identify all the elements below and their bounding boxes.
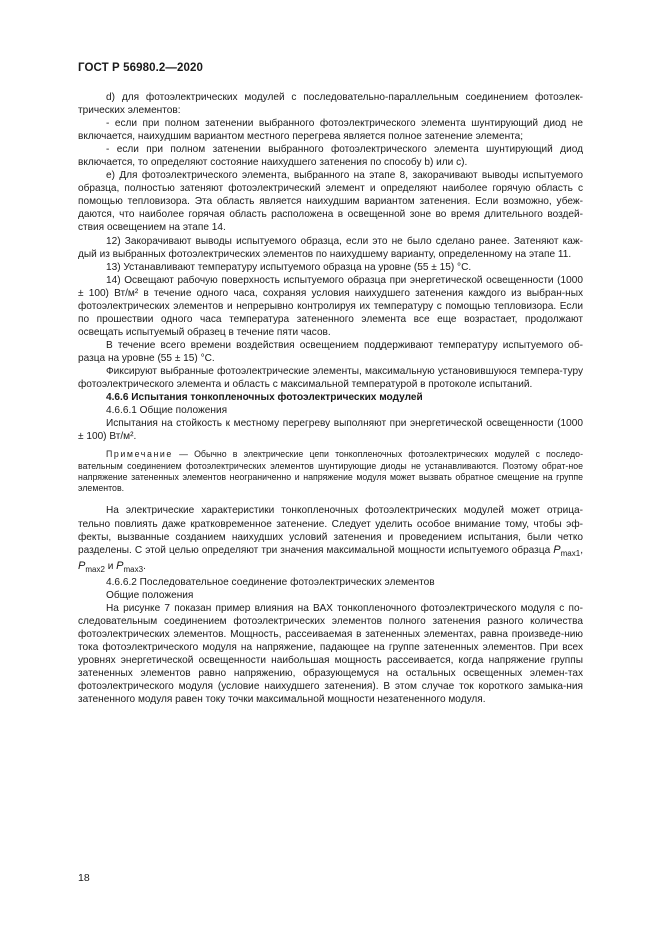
paragraph-test-conditions: Испытания на стойкость к местному перегреву выполняют при энергетической освещенности (1000 ± 100) Вт/м². <box>78 418 583 443</box>
paragraph-d-item-2: - если при полном затенении выбранного фотоэлектрического элемента шунтирующий диод включается, то определяют состояние наихудшего затенения по способу b) или c). <box>78 144 583 169</box>
page-number: 18 <box>78 872 90 884</box>
paragraph-d: d) для фотоэлектрических модулей c последовательно-параллельным соединением фотоэлек-трических элементов: <box>78 92 583 117</box>
paragraph-step-12: 12) Закорачивают выводы испытуемого образца, если это не было сделано ранее. Затеняют каж-дый из выбранных фотоэлектрических элементов по наихудшему варианту, определенному на этапе 11. <box>78 235 583 260</box>
paragraph-record: Фиксируют выбранные фотоэлектрические элементы, максимальную установившуюся темпера-туру фотоэлектрического элемента и область с максимальной температурой в протоколе испытаний. <box>78 365 583 391</box>
subsection-heading-4-6-6-2: 4.6.6.2 Последовательное соединение фотоэлектрических элементов <box>106 577 435 589</box>
paragraph-step-13: 13) Устанавливают температуру испытуемого образца на уровне (55 ± 15) °С. <box>106 261 472 273</box>
pmax2-symbol: $P_{max2}$ <box>78 559 105 575</box>
note <box>78 449 583 494</box>
subsection-heading-general: Общие положения <box>106 590 194 602</box>
paragraph-figure-7: На рисунке 7 показан пример влияния на ВАХ тонкопленочного фотоэлектрического модуля с по-следовательным соединением фотоэлектрических элементов полного затенения разного количества фотоэлектрических элементов. Мощность, рассеиваемая в затененных элементах, равна произведе-нию тока фотоэлектрического модуля на напряжение, падающее на группе затененных элементов. При всех уровнях энергетической освещенности наибольшая мощность рассеивается, когда напряжение группы затененных элементов равно напряжению, образующемуся на остальных освещенных элемен-тах фотоэлектрического модуля (условие наихудшего затенения). В этом случае ток короткого замыка-ния затененного модуля равен току точки максимальной мощности незатененного модуля. <box>78 603 583 706</box>
section-heading-4-6-6: 4.6.6 Испытания тонкопленочных фотоэлектрических модулей <box>106 392 423 404</box>
paragraph-e: е) Для фотоэлектрического элемента, выбранного на этапе 8, закорачивают выводы испытуемого образца, полностью затеняют фотоэлектрический элемент и определяют наиболее горячую область с помощью тепловизора. Эта область является наихудшим вариантом затенения. Если возможно, убеж-даются, что наиболее горячая область расположена в освещенной зоне во время длительного воздей-ствия освещением на этапе 14. <box>78 170 583 234</box>
paragraph-electrical-text: На электрические характеристики тонкопленочных фотоэлектрических модулей может отрица-тельно повлиять даже кратковременное затенение. Следует уделить особое внимание тому, чтобы эф-фекты, вызванные созданием наихудших условий затенения и проведением испытания, были четко разделены. С этой целью определяют три значения максимальной мощности испытуемого образца <box>78 505 583 556</box>
pmax1-symbol: $P_{max1}$ <box>553 543 581 558</box>
standard-header: ГОСТ Р 56980.2—2020 <box>78 62 203 74</box>
note-label: Примечание <box>106 449 173 460</box>
note-text: — Обычно в электрические цепи тонкопленочных фотоэлектрических модулей с последо-вательным соединением фотоэлектрических элементов шунтирующие диоды не устанавливаются. Поэтому обрат-ное напряжение затененных элементов неограниченно и напряжение модуля может вызвать обратное смещение на группе элементов. <box>78 449 583 494</box>
subsection-heading-4-6-6-1: 4.6.6.1 Общие положения <box>106 405 228 417</box>
paragraph-step-14: 14) Освещают рабочую поверхность испытуемого образца при энергетической освещенности (1000 ± 100) Вт/м² в течение одного часа, сохраняя условия наихудшего затенения каждого из выбран-ных фотоэлектрических элементов и непрерывно контролируя их температуру с помощью тепловизора. Если по прошествии одного часа температура затененного элемента все еще возрастает, продолжают освещать испытуемый образец в течение пяти часов. <box>78 274 583 338</box>
document-body <box>78 91 583 707</box>
paragraph-temperature: В течение всего времени воздействия освещением поддерживают температуру испытуемого об-разца на уровне (55 ± 15) °С. <box>78 339 583 364</box>
pmax3-symbol: $P_{max3}$ <box>116 559 144 575</box>
paragraph-electrical: На электрические характеристики тонкопленочных фотоэлектрических модулей может отрица-тельно повлиять даже кратковременное затенение. Следует уделить особое внимание тому, чтобы эф-фекты, вызванные созданием наихудших условий затенения и проведением испытания, были четко разделены. С этой целью определяют три значения максимальной мощности испытуемого образца $P_{max1}$, $P_{max2}$ и $P_{max3}$. <box>78 505 584 575</box>
paragraph-d-item-1: - если при полном затенении выбранного фотоэлектрического элемента шунтирующий диод не включается, наихудшим вариантом местного перегрева является полное затенение элемента; <box>78 118 583 143</box>
